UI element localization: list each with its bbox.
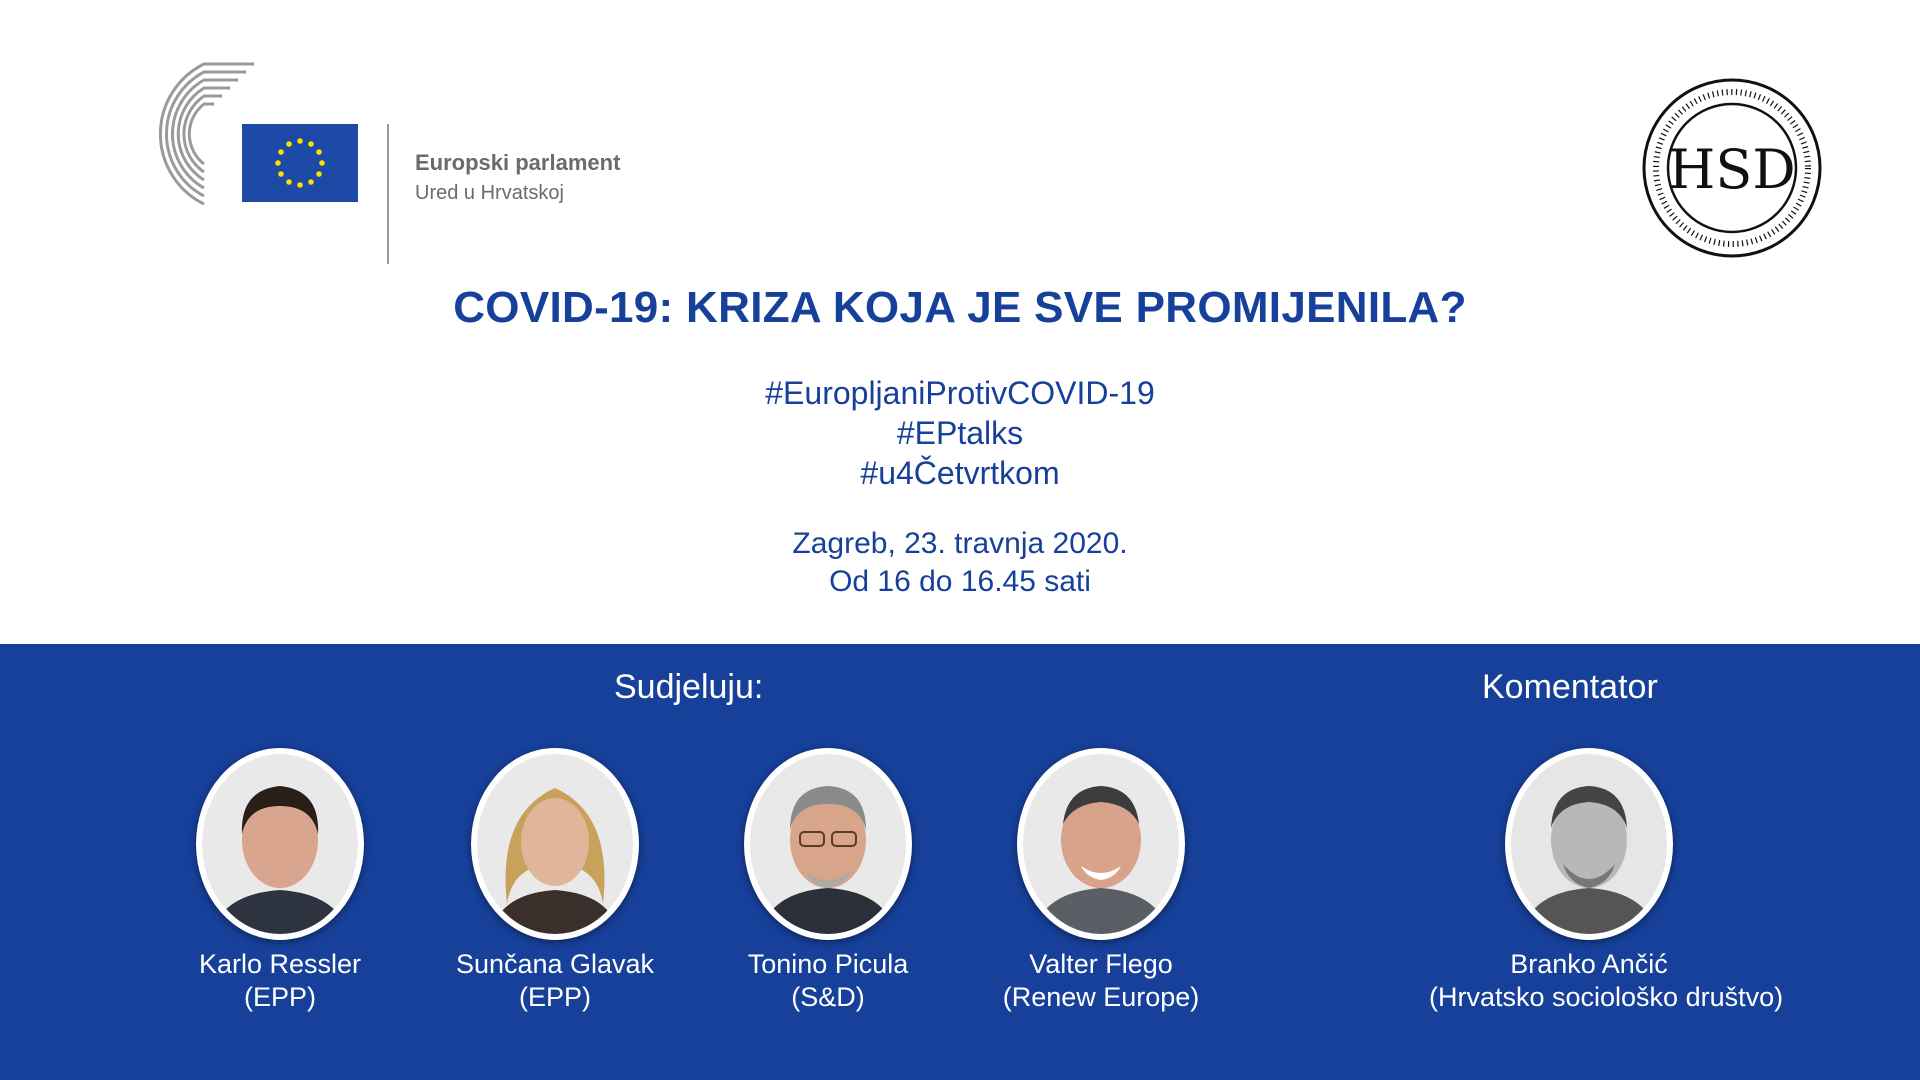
commentator-affiliation: (Hrvatsko sociološko društvo) <box>1429 982 1784 1012</box>
hashtag: #u4Četvrtkom <box>860 455 1060 491</box>
avatar-frame <box>471 748 639 940</box>
european-parliament-logo <box>104 62 621 212</box>
hashtag: #EuropljaniProtivCOVID-19 <box>765 375 1155 411</box>
participant-name: Sunčana Glavak <box>455 949 655 979</box>
avatar <box>1511 754 1667 934</box>
event-details <box>0 525 1920 601</box>
avatar <box>202 754 358 934</box>
avatar-frame <box>1505 748 1673 940</box>
participants-label: Sudjeluju: <box>614 668 764 706</box>
ep-logo-name: Europski parlament <box>415 150 621 175</box>
participant-card <box>405 748 705 1014</box>
participant-party: (S&D) <box>791 982 865 1012</box>
avatar-frame <box>196 748 364 940</box>
ep-logo-subtitle: Ured u Hrvatskoj <box>415 182 564 204</box>
participant-name: Karlo Ressler <box>198 949 362 979</box>
commentator-card <box>1429 748 1784 1014</box>
eu-parliament-hemicycle-flag-icon <box>104 62 364 212</box>
participant-name: Valter Flego <box>1029 949 1173 979</box>
avatar <box>750 754 906 934</box>
participant-name: Tonino Picula <box>747 949 909 979</box>
hashtag: #EPtalks <box>896 415 1024 451</box>
hsd-logo <box>1640 76 1824 260</box>
participant-card <box>678 748 978 1014</box>
page-title: COVID-19: KRIZA KOJA JE SVE PROMIJENILA? <box>453 283 1467 332</box>
participant-party: (EPP) <box>243 982 316 1012</box>
event-date: Zagreb, 23. travnja 2020. <box>792 527 1128 560</box>
avatar <box>1023 754 1179 934</box>
commentator-name: Branko Ančić <box>1510 949 1668 979</box>
event-time: Od 16 do 16.45 sati <box>829 565 1091 598</box>
avatar-frame <box>1017 748 1185 940</box>
logo-divider <box>387 124 389 264</box>
svg-text:HSD: HSD <box>1668 138 1796 201</box>
avatar-frame <box>744 748 912 940</box>
participant-party: (Renew Europe) <box>1002 982 1200 1012</box>
participant-party: (EPP) <box>518 982 591 1012</box>
hsd-seal-icon <box>1640 76 1824 260</box>
avatar <box>477 754 633 934</box>
hashtags <box>0 373 1920 493</box>
commentator-label: Komentator <box>1482 668 1658 706</box>
participant-card <box>130 748 430 1014</box>
participant-card <box>951 748 1251 1014</box>
